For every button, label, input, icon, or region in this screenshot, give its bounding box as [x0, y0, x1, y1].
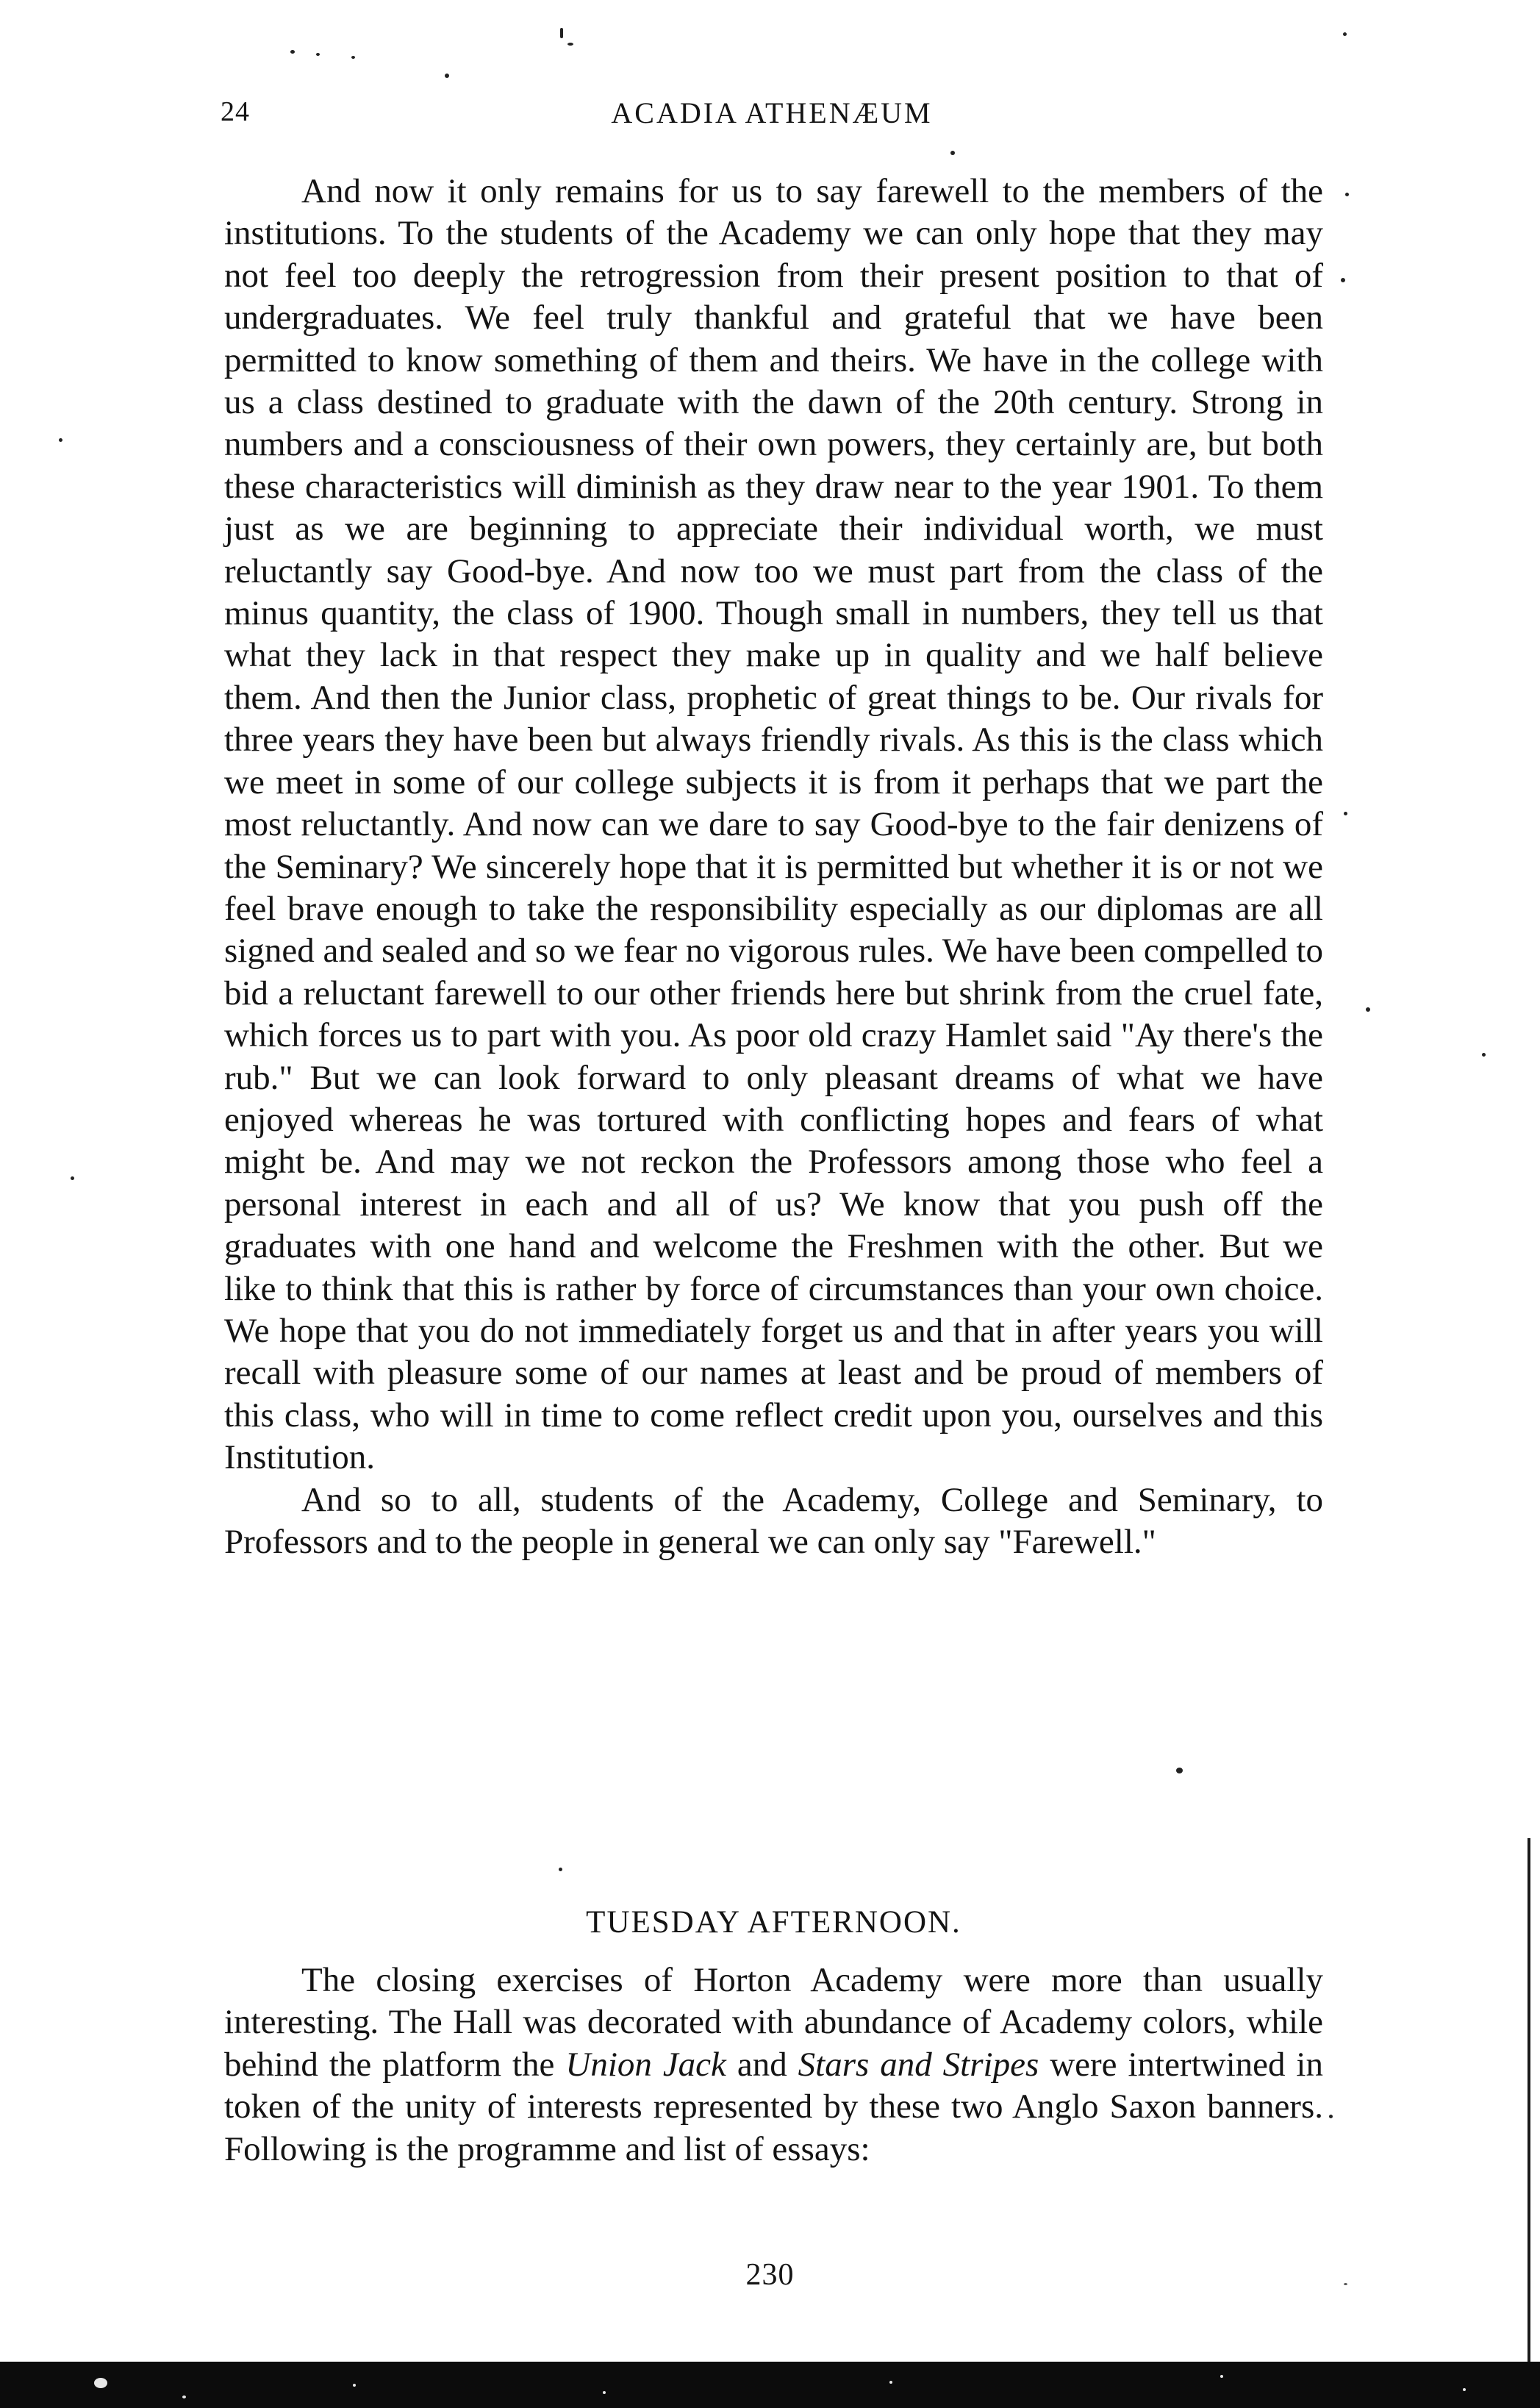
scan-speck	[950, 151, 955, 155]
scan-speck	[316, 53, 320, 56]
scan-speck	[71, 1176, 74, 1180]
paragraph	[224, 1959, 1323, 2171]
scan-speck	[567, 43, 573, 46]
scan-speck	[889, 2381, 892, 2384]
scan-speck	[445, 74, 449, 78]
scan-speck	[59, 438, 62, 442]
scan-speck	[351, 56, 355, 59]
paragraph: And so to all, students of the Academy, College and Seminary, to Professors and to the people in general we can only say "Farewell."	[224, 1480, 1323, 1561]
section-text	[224, 1959, 1323, 2171]
italic-text: Stars and Stripes	[798, 2045, 1039, 2084]
page-header	[221, 96, 1323, 140]
running-head: ACADIA ATHENÆUM	[611, 96, 933, 129]
scan-speck	[603, 2391, 606, 2394]
text-run: were intertwined in token of the unity of interests represented by these two Anglo Saxon banners. Following is the programme and list of essays:	[224, 2045, 1323, 2168]
scan-speck	[182, 2396, 186, 2398]
scan-speck	[1176, 1768, 1183, 1773]
scan-border-bar	[0, 2362, 1540, 2408]
text-run: The closing exercises of Horton Academy were more than usually interesting. The Hall was decorated with abundance of Academy colors, while behind the platform the	[224, 1961, 1323, 2084]
body-text	[224, 171, 1323, 1563]
scan-edge-line	[1528, 1838, 1530, 2375]
scan-speck	[560, 28, 563, 38]
section-title: TUESDAY AFTERNOON.	[586, 1905, 961, 1940]
scan-speck	[1344, 812, 1347, 815]
scan-speck	[1220, 2375, 1223, 2378]
scan-speck	[1343, 32, 1347, 36]
scan-speck	[1341, 278, 1345, 282]
scan-speck	[1482, 1053, 1486, 1057]
scan-speck	[290, 50, 295, 54]
page-number: 24	[221, 96, 250, 127]
scan-speck	[94, 2378, 107, 2388]
folio-number: 230	[745, 2258, 795, 2292]
scan-speck	[1329, 2115, 1333, 2118]
text-run: and	[726, 2045, 798, 2084]
scan-speck	[559, 1868, 562, 1871]
scan-speck	[1345, 193, 1349, 196]
paragraph: And now it only remains for us to say farewell to the members of the institutions. To the students of the Academy we can only hope that they may not feel too deeply the retrogression from their present position to that of undergraduates. We feel truly thankful and grateful that we have been permitted to know something of them and theirs. We have in the college with us a class destined to graduate with the dawn of the 20th century. Strong in numbers and a consciousness of their own powers, they certainly are, but both these characteristics will diminish as they draw near to the year 1901. To them just as we are beginning to appreciate their individual worth, we must reluctantly say Good-bye. And now too we must part from the class of the minus quantity, the class of 1900. Though small in numbers, they tell us that what they lack in that respect they make up in quality and we half believe them. And then the Junior class, prophetic of great things to be. Our rivals for three years they have been but always friendly rivals. As this is the class which we meet in some of our college subjects it is from it perhaps that we part the most reluctantly. And now can we dare to say Good-bye to the fair denizens of the Seminary? We sincerely hope that it is permitted but whether it is or not we feel brave enough to take the responsibility especially as our diplomas are all signed and sealed and so we fear no vigorous rules. We have been compelled to bid a reluctant farewell to our other friends here but shrink from the cruel fate, which forces us to part with you. As poor old crazy Hamlet said "Ay there's the rub." But we can look forward to only pleasant dreams of what we have enjoyed whereas he was tortured with conflicting hopes and fears of what might be. And may we not reckon the Professors among those who feel a personal interest in each and all of us? We know that you push off the graduates with one hand and welcome the Freshmen with the other. But we like to think that this is rather by force of circumstances than your own choice. We hope that you do not immediately forget us and that in after years you will recall with pleasure some of our names at least and be proud of members of this class, who will in time to come reflect credit upon you, ourselves and this Institution.	[224, 172, 1323, 1477]
scan-speck	[353, 2384, 356, 2387]
scan-speck	[1463, 2388, 1466, 2391]
italic-text: Union Jack	[565, 2045, 726, 2084]
scan-speck	[1366, 1007, 1370, 1012]
